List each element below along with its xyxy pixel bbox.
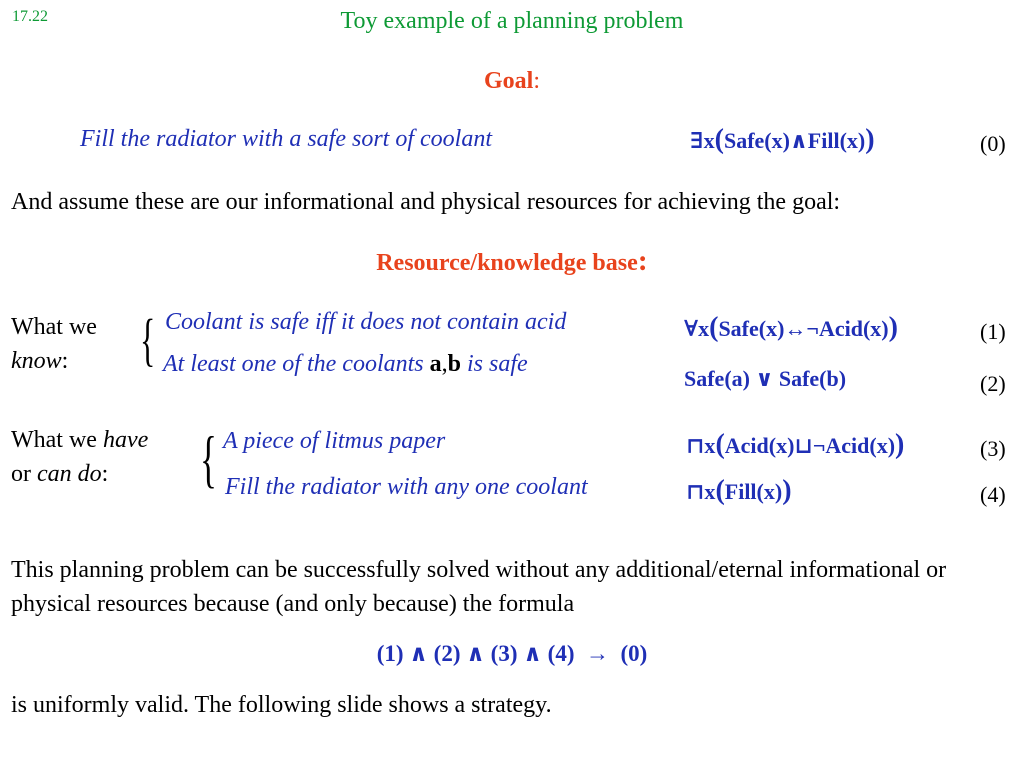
- know-item-2-text: [163, 351, 528, 378]
- have-item-4-rparen: ): [782, 475, 792, 506]
- slide-number: 17.22: [12, 8, 48, 25]
- know-item-2-formula: Safe(a) ∨ Safe(b): [684, 366, 847, 391]
- have-label-colon: :: [101, 461, 109, 487]
- have-brace: {: [200, 423, 217, 494]
- have-item-3-text: A piece of litmus paper: [223, 428, 446, 454]
- conclusion-paragraph: This planning problem can be successfully solved without any additional/eternal informational or physical resources because (and only because) the formula: [11, 557, 947, 617]
- goal-heading: [0, 68, 1024, 95]
- know-item-2-text-before: At least one of the coolants: [163, 351, 430, 377]
- have-item-3-formula: [686, 429, 904, 461]
- intro-text: And assume these are our informational and physical resources for achieving the goal:: [11, 189, 841, 215]
- have-item-4-text: Fill the radiator with any one coolant: [225, 474, 588, 500]
- know-item-1-body: Safe(x)↔¬Acid(x): [718, 316, 889, 341]
- kb-heading: [0, 244, 1024, 278]
- know-item-2-coolant-b: b: [447, 351, 461, 377]
- have-label-cando: can do: [37, 461, 102, 487]
- have-item-3-lparen: (: [715, 429, 725, 460]
- know-item-1-formula: [684, 312, 898, 344]
- know-item-2-text-after: is safe: [460, 351, 528, 377]
- have-label: [11, 423, 148, 491]
- goal-formula-quantifier: ∃x: [690, 128, 715, 153]
- know-item-1-quantifier: ∀x: [684, 316, 710, 341]
- know-item-1-rparen: ): [888, 312, 898, 343]
- know-brace: {: [140, 307, 156, 372]
- know-label-word: know: [11, 348, 62, 374]
- slide-title: Toy example of a planning problem: [340, 8, 684, 34]
- know-item-2-coolant-a: a: [429, 351, 442, 377]
- have-item-3-number: (3): [980, 436, 1006, 461]
- kb-heading-colon: :: [637, 244, 648, 277]
- have-item-4-formula: [686, 475, 792, 507]
- have-label-prefix2: or: [11, 461, 37, 487]
- know-label-line1: What we: [11, 314, 97, 340]
- conclusion-closing: is uniformly valid. The following slide shows a strategy.: [11, 692, 552, 718]
- have-item-4-quantifier: ⊓x: [686, 479, 716, 504]
- kb-heading-label: Resource/knowledge base: [376, 250, 638, 276]
- have-item-4-number: (4): [980, 482, 1006, 507]
- have-item-3-quantifier: ⊓x: [686, 433, 716, 458]
- goal-formula-rparen: ): [865, 124, 875, 155]
- goal-formula-lparen: (: [714, 124, 724, 155]
- have-label-have: have: [102, 427, 149, 453]
- know-item-2-comma: ,: [441, 351, 448, 377]
- goal-number: (0): [980, 131, 1006, 156]
- goal-formula-body: Safe(x)∧Fill(x): [723, 128, 866, 153]
- know-item-2-number: (2): [980, 371, 1006, 396]
- have-item-3-rparen: ): [895, 429, 905, 460]
- have-item-4-body: Fill(x): [724, 479, 783, 504]
- goal-description: Fill the radiator with a safe sort of coolant: [80, 126, 493, 152]
- goal-formula: [690, 124, 875, 156]
- have-item-3-body: Acid(x)⊔¬Acid(x): [724, 433, 896, 458]
- have-label-prefix1: What we: [11, 427, 103, 453]
- know-label-colon: :: [61, 348, 69, 374]
- know-item-1-lparen: (: [709, 312, 719, 343]
- know-item-1-text: Coolant is safe iff it does not contain acid: [165, 309, 567, 335]
- know-label: [11, 310, 97, 378]
- goal-heading-colon: :: [533, 68, 540, 94]
- conclusion-formula: (1) ∧ (2) ∧ (3) ∧ (4) → (0): [376, 641, 648, 666]
- goal-heading-label: Goal: [483, 68, 534, 94]
- know-item-1-number: (1): [980, 319, 1006, 344]
- have-item-4-lparen: (: [715, 475, 725, 506]
